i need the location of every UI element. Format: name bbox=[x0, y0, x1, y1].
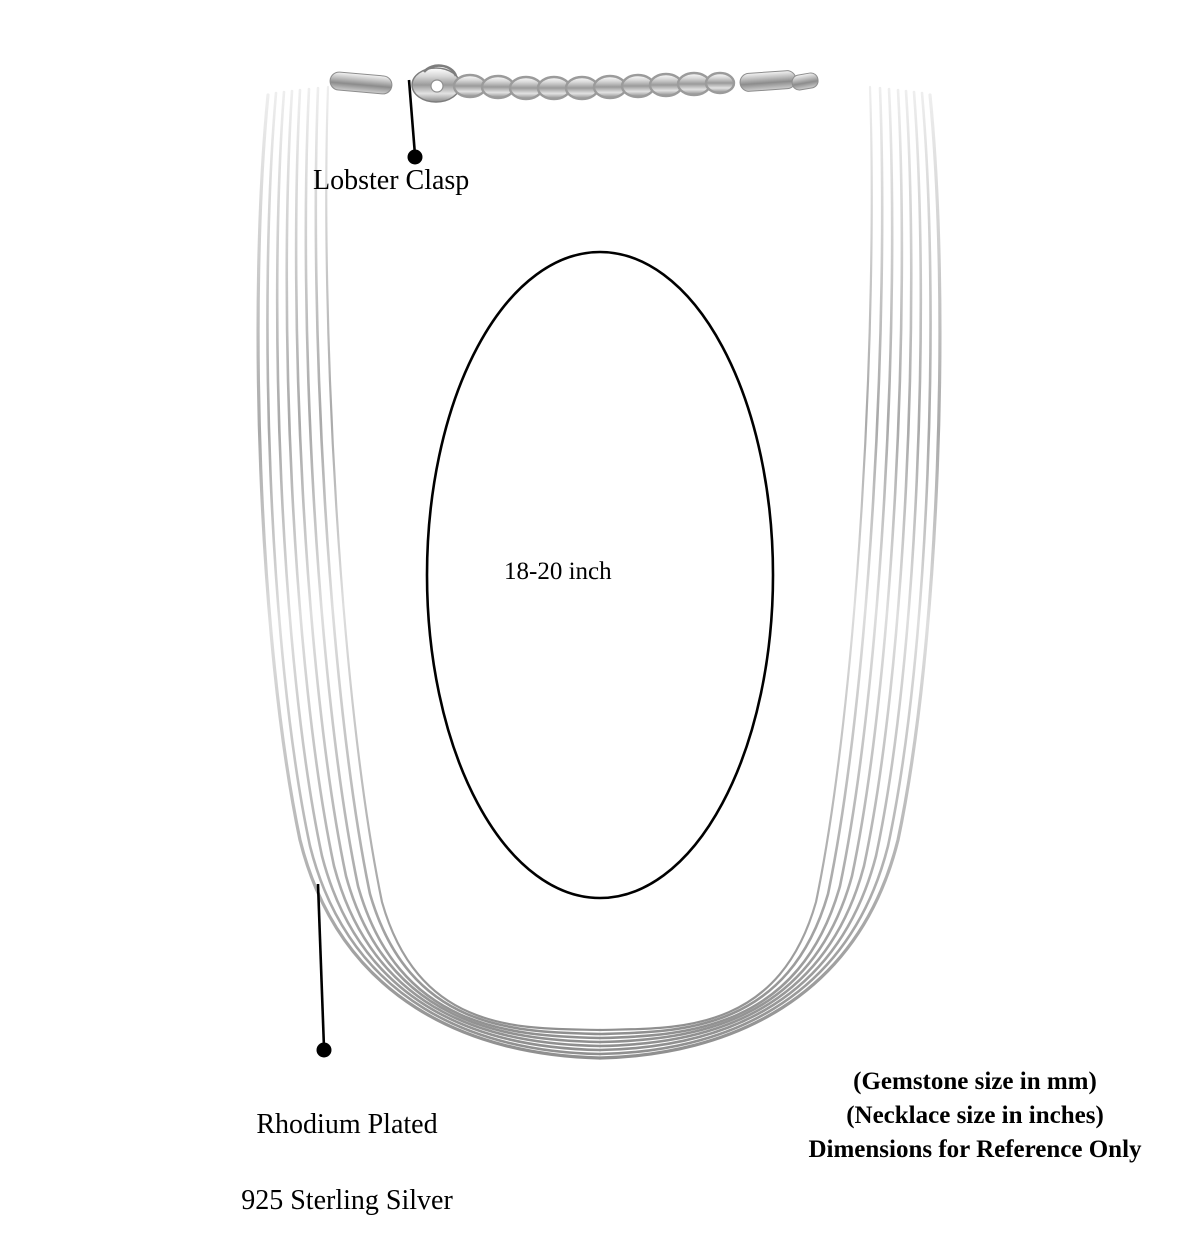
lobster-clasp-label: Lobster Clasp bbox=[313, 165, 470, 196]
disclaimer-line-3: Dimensions for Reference Only bbox=[808, 1136, 1142, 1163]
necklace-size-label: 18-20 inch bbox=[504, 558, 612, 585]
material-label-line1: Rhodium Plated bbox=[256, 1109, 438, 1140]
dimensions-disclaimer bbox=[760, 1065, 1190, 1167]
disclaimer-line-1: (Gemstone size in mm) bbox=[853, 1068, 1097, 1095]
chain-strands-right bbox=[600, 87, 940, 1058]
material-leader-line bbox=[317, 884, 332, 1058]
lobster-clasp-shape bbox=[412, 66, 460, 102]
right-end-cap bbox=[739, 70, 819, 92]
left-end-cap bbox=[329, 71, 392, 94]
disclaimer-line-2: (Necklace size in inches) bbox=[846, 1102, 1104, 1129]
material-label-line2: 925 Sterling Silver bbox=[241, 1185, 453, 1216]
extender-chain bbox=[454, 73, 734, 99]
material-label bbox=[188, 1068, 478, 1258]
